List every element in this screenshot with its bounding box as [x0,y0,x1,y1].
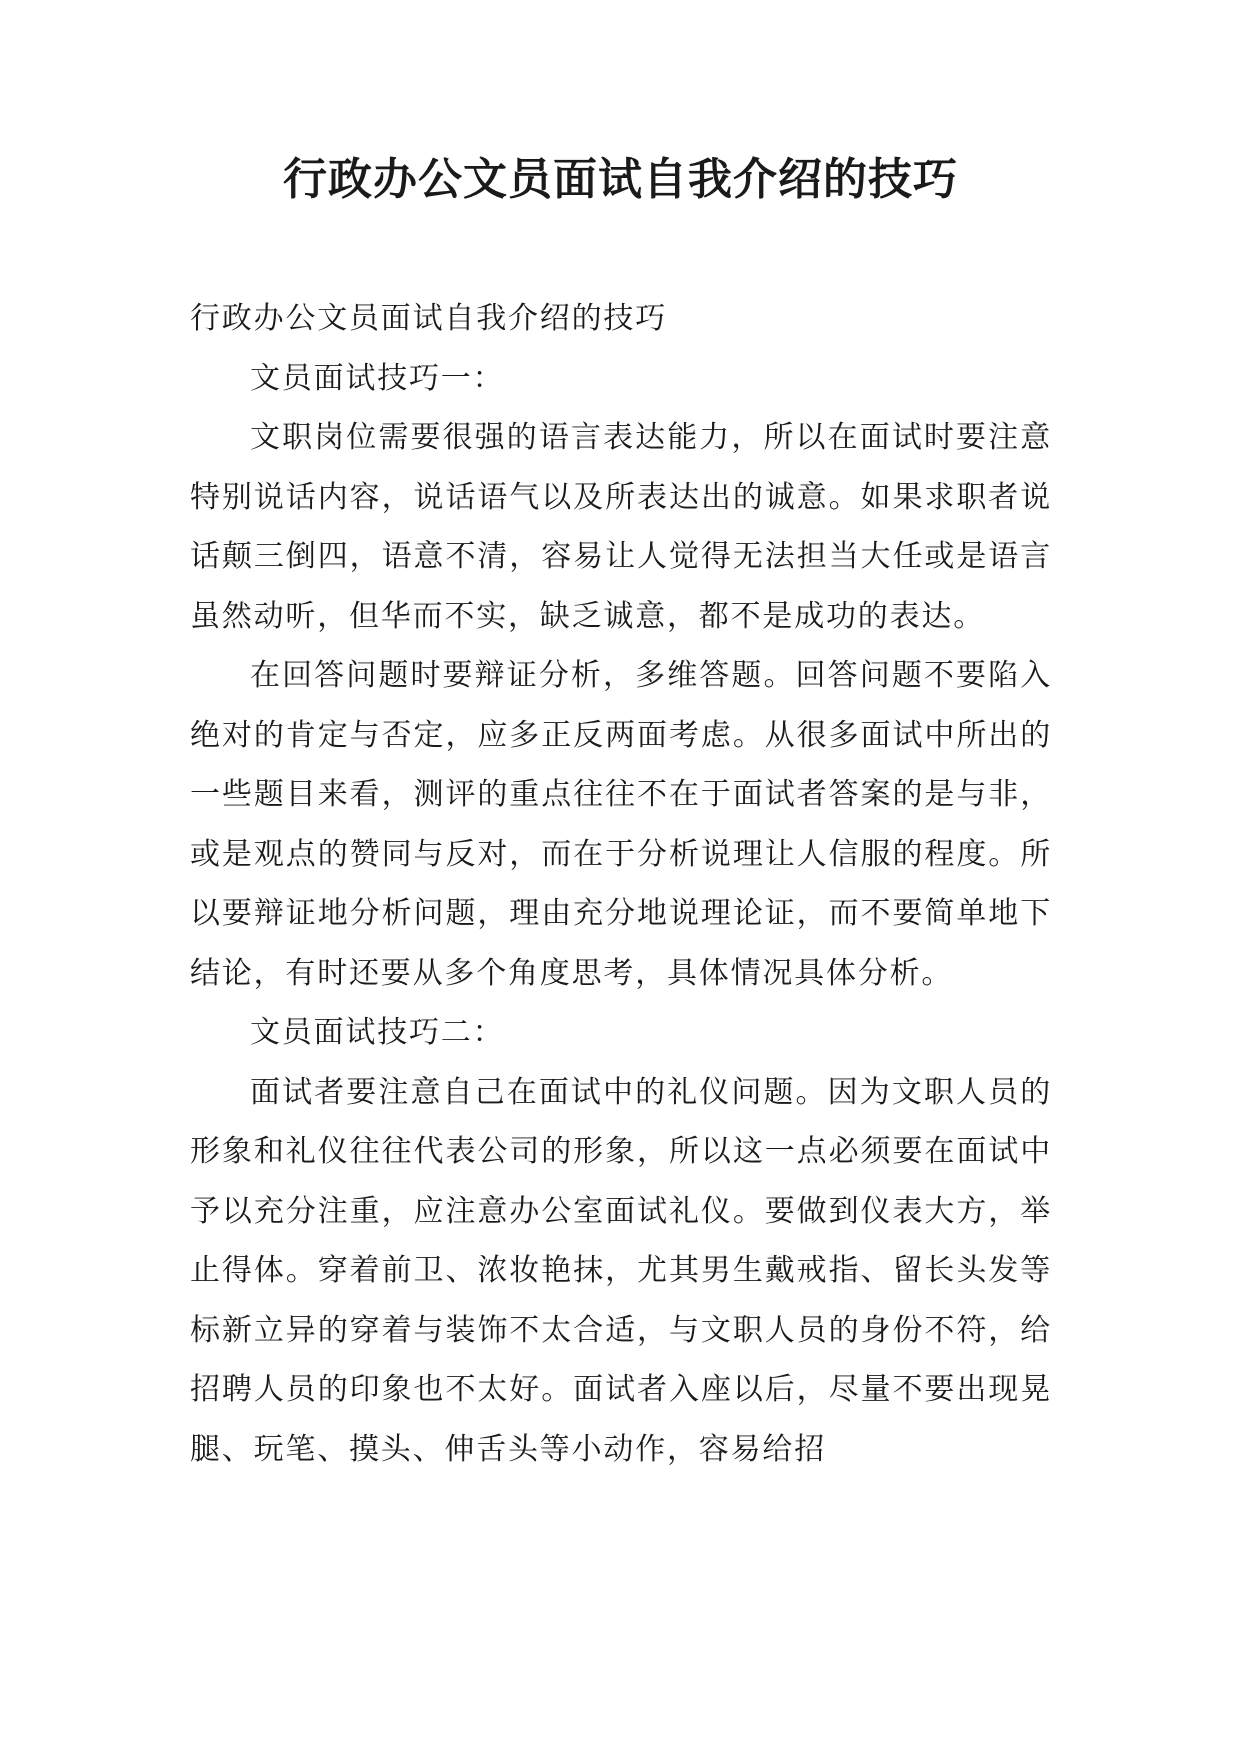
body-paragraph: 面试者要注意自己在面试中的礼仪问题。因为文职人员的形象和礼仪往往代表公司的形象，所以这一点必须要在面试中予以充分注重，应注意办公室面试礼仪。要做到仪表大方，举止得体。穿着前卫、浓妆艳抹，尤其男生戴戒指、留长头发等标新立异的穿着与装饰不太合适，与文职人员的身份不符，给招聘人员的印象也不太好。面试者入座以后，尽量不要出现晃腿、玩笔、摸头、伸舌头等小动作，容易给招 [190,1074,1052,1467]
document-title: 行政办公文员面试自我介绍的技巧 [283,154,958,205]
body-paragraph-heading: 行政办公文员面试自我介绍的技巧 [190,301,667,336]
section-heading-tip-two: 文员面试技巧二： [250,1015,505,1050]
body-paragraph: 在回答问题时要辩证分析，多维答题。回答问题不要陷入绝对的肯定与否定，应多正反两面考虑。从很多面试中所出的一些题目来看，测评的重点往往不在于面试者答案的是与非，或是观点的赞同与反对，而在于分析说理让人信服的程度。所以要辩证地分析问题，理由充分地说理论证，而不要简单地下结论，有时还要从多个角度思考，具体情况具体分析。 [190,658,1052,991]
body-paragraph: 文职岗位需要很强的语言表达能力，所以在面试时要注意特别说话内容，说话语气以及所表达出的诚意。如果求职者说话颠三倒四，语意不清，容易让人觉得无法担当大任或是语言虽然动听，但华而不实，缺乏诚意，都不是成功的表达。 [190,420,1052,634]
section-heading-tip-one: 文员面试技巧一： [250,360,505,396]
document-body [190,289,1052,1479]
